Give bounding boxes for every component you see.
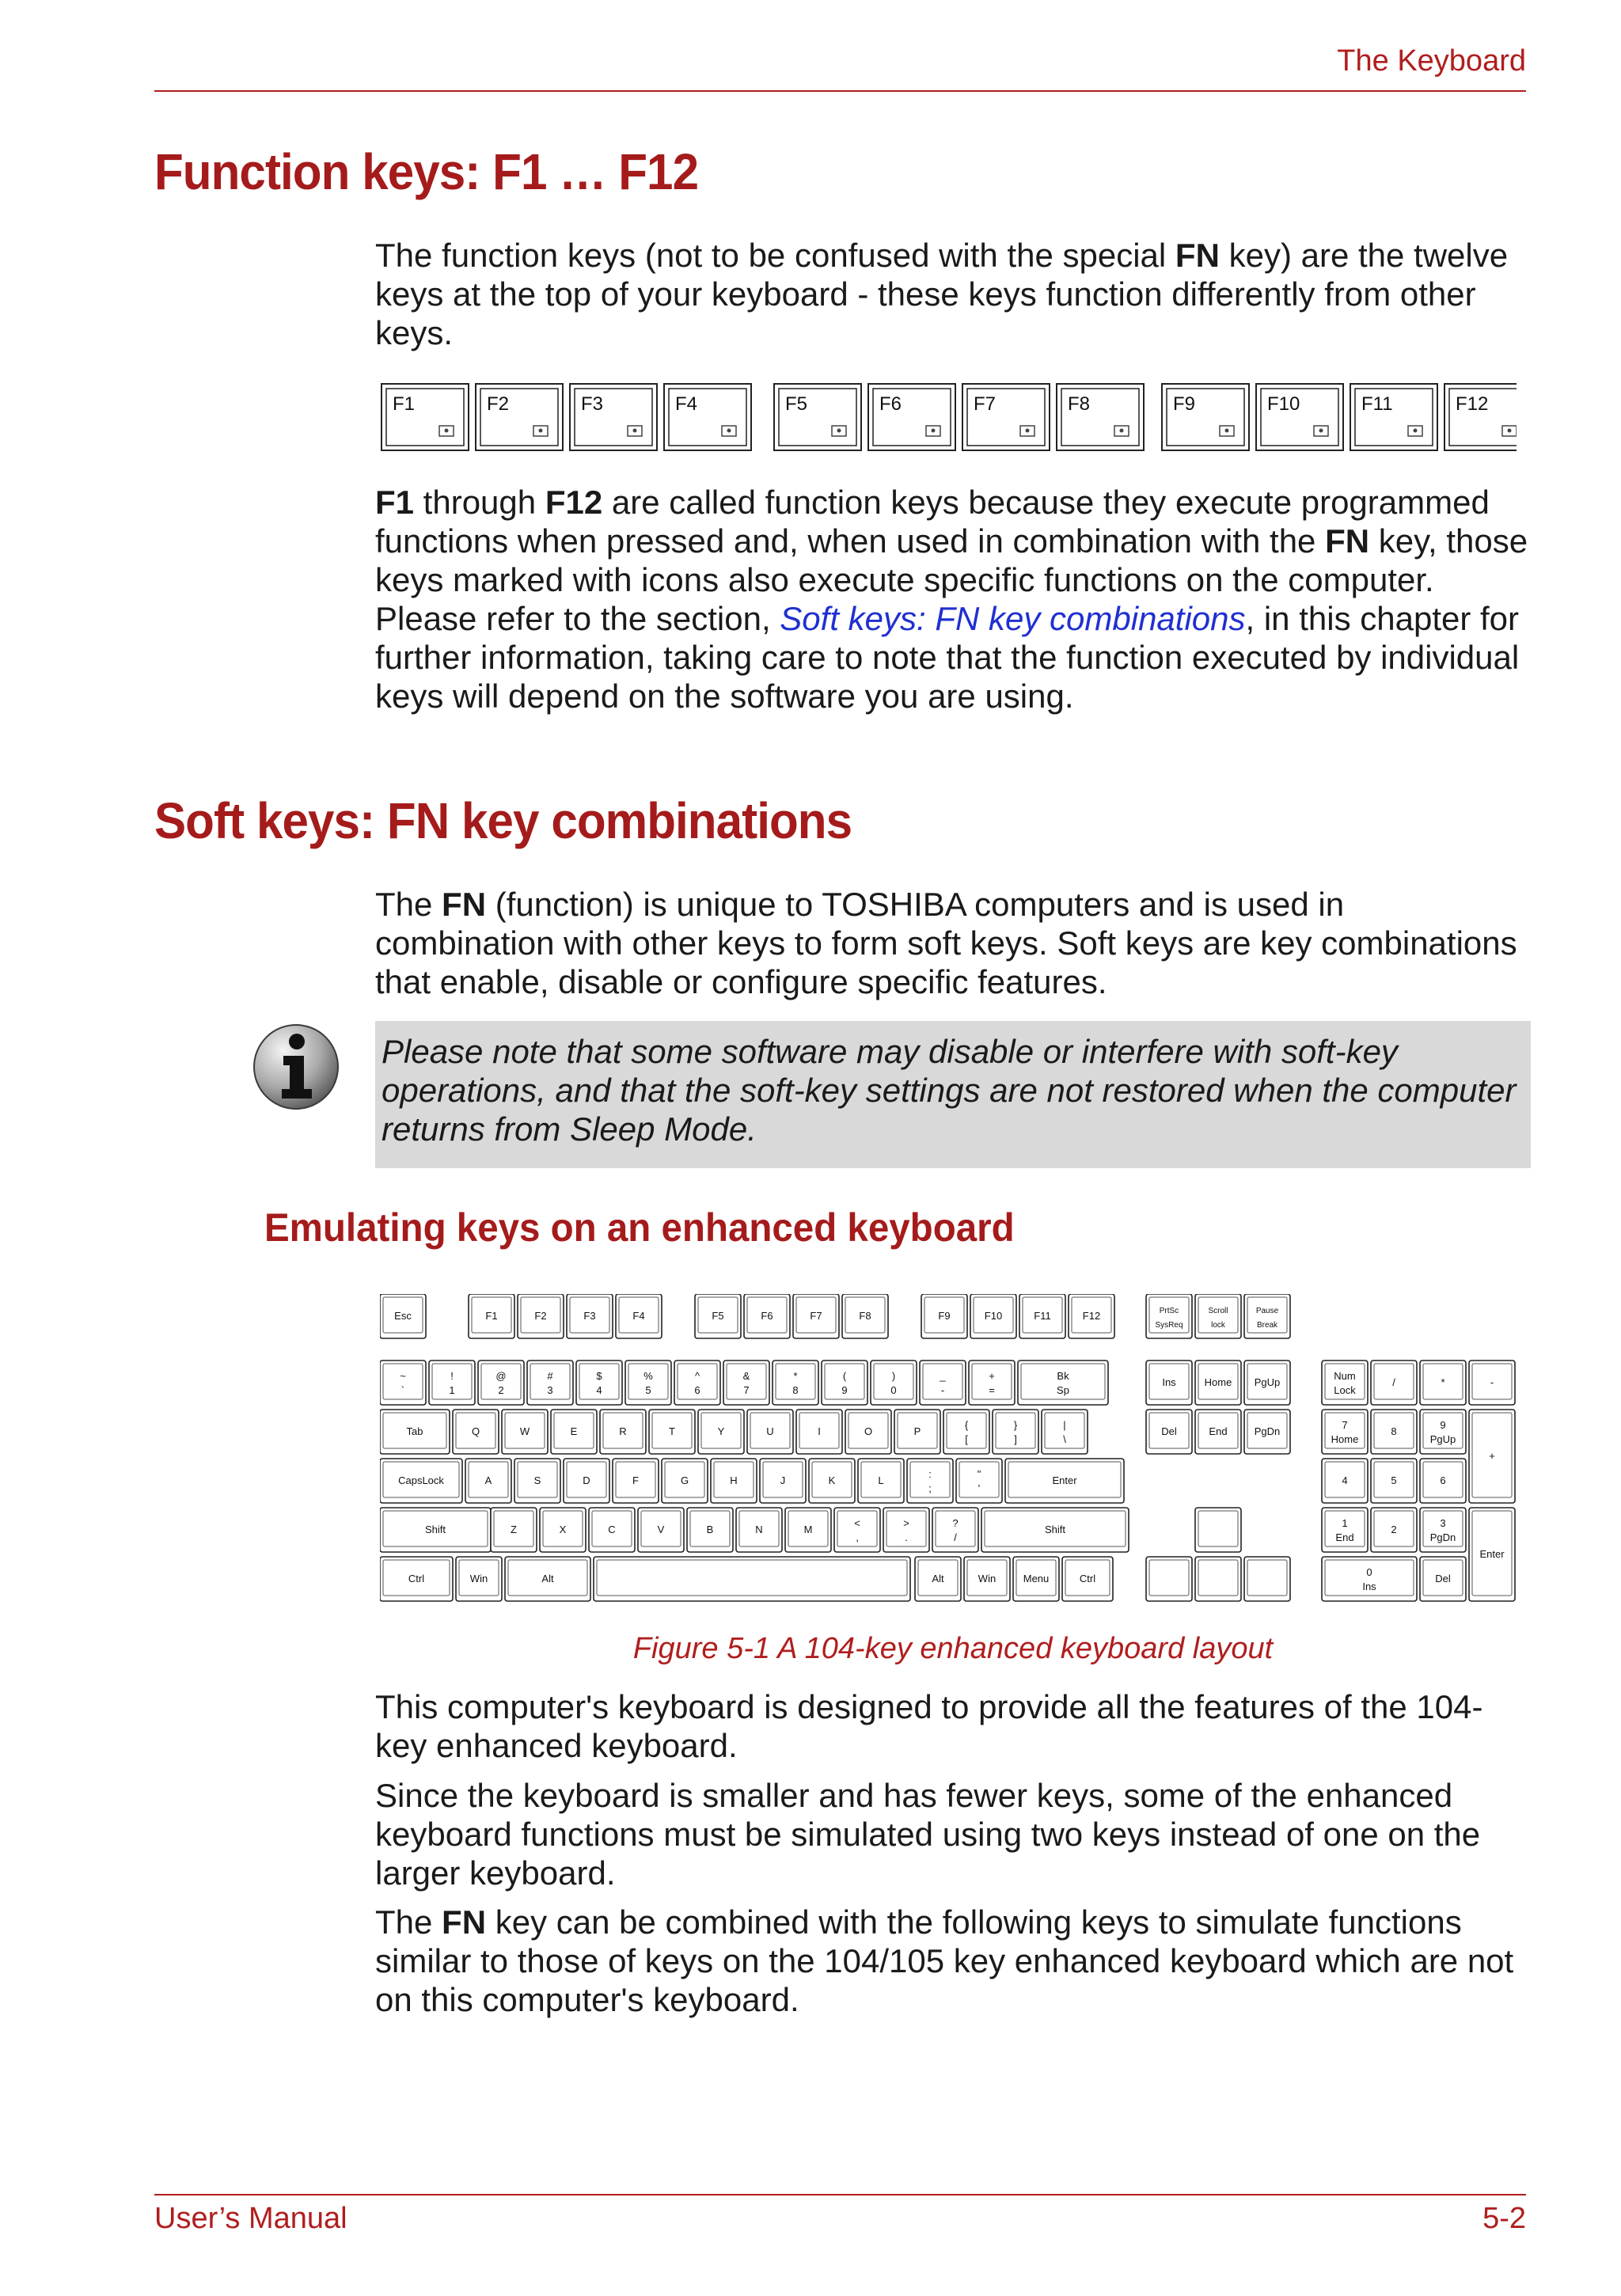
kb-key-1 (469, 1294, 514, 1338)
kb-h-4 (613, 1459, 659, 1503)
kb-h-3 (564, 1459, 609, 1503)
fkey-f4 (664, 384, 751, 450)
kb-q-5 (649, 1410, 695, 1454)
kb-np3-2 (1420, 1459, 1466, 1503)
svg-text::: : (928, 1468, 932, 1480)
kb-num-0 (380, 1361, 426, 1405)
kb-np2-1 (1371, 1410, 1417, 1454)
svg-text:PgDn: PgDn (1254, 1425, 1281, 1437)
svg-text:F: F (632, 1474, 639, 1486)
kb-h-7 (760, 1459, 806, 1503)
svg-text:%: % (643, 1370, 653, 1382)
kb-arrow-left (1146, 1557, 1192, 1601)
kb-enter (1005, 1459, 1124, 1503)
svg-text:/: / (1392, 1376, 1395, 1388)
svg-text:[: [ (965, 1433, 968, 1445)
page-number: 5-2 (1482, 2202, 1526, 2235)
kb-num-9 (822, 1361, 867, 1405)
svg-text:F11: F11 (1361, 393, 1393, 415)
svg-text:D: D (583, 1474, 590, 1486)
kb-s-6 (736, 1508, 782, 1552)
svg-text:F2: F2 (534, 1310, 547, 1322)
kb-s-4 (638, 1508, 684, 1552)
svg-text:U: U (766, 1425, 774, 1437)
svg-text:Esc: Esc (394, 1310, 412, 1322)
svg-text:F1: F1 (393, 393, 416, 415)
fkey-f3 (570, 384, 657, 450)
kb-key-8 (842, 1294, 888, 1338)
kb-backspace (1018, 1361, 1108, 1405)
svg-text:7: 7 (1342, 1419, 1348, 1431)
svg-text:J: J (780, 1474, 786, 1486)
svg-text:Shift: Shift (1044, 1524, 1066, 1535)
svg-text:F2: F2 (487, 393, 510, 415)
svg-text:Win: Win (978, 1573, 997, 1584)
svg-text:1: 1 (449, 1384, 455, 1396)
svg-text:1: 1 (1342, 1517, 1348, 1529)
kb-q-4 (600, 1410, 646, 1454)
kb-h-5 (662, 1459, 708, 1503)
fkey-f8 (1057, 384, 1144, 450)
kb-q-10 (894, 1410, 940, 1454)
svg-text:K: K (828, 1474, 836, 1486)
svg-text:Scroll: Scroll (1208, 1307, 1228, 1315)
svg-text:Del: Del (1435, 1573, 1451, 1584)
svg-text:G: G (680, 1474, 689, 1486)
section-title-soft-keys: Soft keys: FN key combinations (154, 792, 852, 849)
soft-keys-link[interactable]: Soft keys: FN key combinations (780, 600, 1246, 637)
svg-text:F1: F1 (485, 1310, 498, 1322)
svg-text:2: 2 (498, 1384, 504, 1396)
svg-text:F10: F10 (1267, 393, 1300, 415)
kb-q-6 (698, 1410, 744, 1454)
svg-text:F4: F4 (675, 393, 698, 415)
svg-text:C: C (608, 1524, 616, 1535)
kb-h-2 (514, 1459, 560, 1503)
fkey-f11 (1350, 384, 1437, 450)
kb-num-12 (969, 1361, 1015, 1405)
kb-capslock (380, 1459, 462, 1503)
emulating-p1: This computer's keyboard is designed to provide all the features of the 104-key enhanced keyboard. (375, 1688, 1483, 1764)
svg-text:\: \ (1063, 1433, 1066, 1445)
running-header: The Keyboard (1337, 44, 1526, 78)
svg-text:Del: Del (1161, 1425, 1177, 1437)
svg-text:F6: F6 (879, 393, 902, 415)
header-rule (154, 90, 1526, 92)
svg-text:]: ] (1014, 1433, 1017, 1445)
kb-b-7 (1062, 1557, 1113, 1601)
svg-text:H: H (730, 1474, 738, 1486)
kb-h-11 (956, 1459, 1002, 1503)
svg-text:P: P (913, 1425, 921, 1437)
kb-h-8 (809, 1459, 855, 1503)
svg-text:R: R (619, 1425, 627, 1437)
svg-text:Menu: Menu (1023, 1573, 1050, 1584)
function-keys-intro: The function keys (not to be confused with the special FN key) are the twelve keys at the top of your keyboard - these keys function differently from other keys. (375, 237, 1509, 351)
svg-text:PgUp: PgUp (1254, 1376, 1281, 1388)
svg-text:^: ^ (694, 1370, 700, 1382)
svg-text:): ) (891, 1370, 896, 1382)
kb-np3-0 (1322, 1459, 1368, 1503)
svg-text:Enter: Enter (1052, 1474, 1077, 1486)
emulating-p2: Since the keyboard is smaller and has fewer keys, some of the enhanced keyboard functions must be simulated using two keys instead of one on the larger keyboard. (375, 1777, 1481, 1892)
kb-num-7 (723, 1361, 769, 1405)
kb-arrow-down (1195, 1557, 1241, 1601)
svg-text:Shift: Shift (424, 1524, 446, 1535)
kb-s-9 (883, 1508, 929, 1552)
figure-caption: Figure 5-1 A 104-key enhanced keyboard layout (632, 1632, 1274, 1665)
svg-text:F12: F12 (1082, 1310, 1101, 1322)
svg-text:-: - (1490, 1376, 1494, 1388)
function-key-strip-illustration (380, 381, 1517, 453)
kb-b-6 (1013, 1557, 1059, 1601)
fkey-f7 (962, 384, 1050, 450)
kb-key-2 (518, 1294, 564, 1338)
kb-b-2 (505, 1557, 590, 1601)
svg-text:_: _ (940, 1370, 946, 1382)
svg-text:Alt: Alt (541, 1573, 554, 1584)
kb-shift-left (380, 1508, 491, 1552)
svg-text:B: B (706, 1524, 714, 1535)
kb-s-5 (687, 1508, 733, 1552)
svg-text:F5: F5 (712, 1310, 724, 1322)
svg-text:Y: Y (717, 1425, 725, 1437)
kb-np2-0 (1322, 1410, 1368, 1454)
kb-key-11 (1019, 1294, 1065, 1338)
fkey-f1 (382, 384, 469, 450)
svg-text:0: 0 (890, 1384, 897, 1396)
svg-text:-: - (940, 1384, 945, 1396)
fkey-f9 (1162, 384, 1249, 450)
svg-text:Win: Win (469, 1573, 488, 1584)
svg-text:Home: Home (1204, 1376, 1232, 1388)
svg-text:W: W (519, 1425, 530, 1437)
svg-text:": " (977, 1468, 981, 1480)
svg-text:$: $ (596, 1370, 602, 1382)
kb-s-10 (932, 1508, 978, 1552)
kb-arrow-right (1244, 1557, 1290, 1601)
kb-np3-1 (1371, 1459, 1417, 1503)
svg-text:Q: Q (471, 1425, 480, 1437)
footer-manual-label: User’s Manual (154, 2202, 347, 2235)
svg-text:3: 3 (547, 1384, 553, 1396)
kb-np-del (1420, 1557, 1466, 1601)
kb-key-12 (1069, 1294, 1114, 1338)
info-icon (252, 1023, 340, 1111)
kb-np1-2 (1420, 1361, 1466, 1405)
kb-nav-0 (1146, 1361, 1192, 1405)
kb-h-10 (907, 1459, 953, 1503)
svg-text:Pause: Pause (1255, 1307, 1279, 1315)
svg-text:8: 8 (792, 1384, 799, 1396)
svg-text:PrtSc: PrtSc (1159, 1307, 1179, 1315)
kb-nav-5 (1244, 1410, 1290, 1454)
svg-text:3: 3 (1440, 1517, 1446, 1529)
svg-text:End: End (1209, 1425, 1228, 1437)
svg-text:Enter: Enter (1479, 1548, 1505, 1560)
svg-text:PgUp: PgUp (1429, 1433, 1456, 1445)
svg-text:|: | (1063, 1419, 1066, 1431)
kb-h-6 (711, 1459, 757, 1503)
svg-text:5: 5 (645, 1384, 651, 1396)
svg-text:}: } (1013, 1419, 1018, 1431)
kb-key-6 (744, 1294, 790, 1338)
kb-num-3 (527, 1361, 573, 1405)
kb-shift-right (981, 1508, 1129, 1552)
svg-text:{: { (964, 1419, 969, 1431)
kb-np4-0 (1322, 1508, 1368, 1552)
svg-text:(: ( (842, 1370, 847, 1382)
svg-text:5: 5 (1391, 1474, 1397, 1486)
svg-text:F4: F4 (632, 1310, 645, 1322)
svg-text:9: 9 (1440, 1419, 1446, 1431)
svg-text:': ' (978, 1482, 981, 1494)
kb-tab (380, 1410, 450, 1454)
svg-text:4: 4 (596, 1384, 602, 1396)
svg-text:.: . (905, 1531, 908, 1543)
kb-h-9 (858, 1459, 904, 1503)
fkey-f12 (1444, 384, 1517, 450)
kb-key-4 (616, 1294, 662, 1338)
kb-num-6 (674, 1361, 720, 1405)
kb-key-9 (921, 1294, 967, 1338)
svg-text:F8: F8 (859, 1310, 871, 1322)
svg-text:Z: Z (511, 1524, 517, 1535)
kb-q-1 (453, 1410, 499, 1454)
svg-text:#: # (547, 1370, 553, 1382)
kb-b-1 (456, 1557, 502, 1601)
svg-text:@: @ (495, 1370, 507, 1382)
kb-key-0 (380, 1294, 426, 1338)
kb-np-enter (1469, 1508, 1515, 1601)
svg-text:!: ! (450, 1370, 454, 1382)
svg-text:S: S (533, 1474, 541, 1486)
function-keys-body: F1 through F12 are called function keys because they execute programmed functions when pressed and, when used in combination with the FN key, those keys marked with icons also execute specific functions on the computer. Please refer to the section, Soft keys: FN key combinations, in this chapter for further information, taking care to note that the function executed by individual keys will depend on the software you are using. (375, 484, 1528, 715)
kb-b-5 (964, 1557, 1010, 1601)
svg-text:F12: F12 (1456, 393, 1489, 415)
kb-s-7 (785, 1508, 831, 1552)
section-title-function-keys: Function keys: F1 … F12 (154, 143, 699, 200)
svg-text:Bk: Bk (1057, 1370, 1069, 1382)
kb-key-13 (1146, 1294, 1192, 1338)
svg-text:Lock: Lock (1334, 1384, 1356, 1396)
svg-text:*: * (1441, 1376, 1445, 1388)
kb-num-10 (871, 1361, 917, 1405)
kb-q-13 (1042, 1410, 1088, 1454)
svg-text:X: X (559, 1524, 567, 1535)
kb-key-10 (970, 1294, 1016, 1338)
svg-text:0: 0 (1366, 1566, 1372, 1578)
kb-key-3 (567, 1294, 613, 1338)
kb-num-4 (576, 1361, 622, 1405)
svg-text:Ctrl: Ctrl (408, 1573, 425, 1584)
svg-text:N: N (755, 1524, 763, 1535)
kb-b-3 (594, 1557, 910, 1601)
keyboard-104-illustration (380, 1294, 1520, 1626)
kb-num-5 (625, 1361, 671, 1405)
note-text: Please note that some software may disable or interfere with soft-key operations, and that the soft-key settings are not restored when the computer returns from Sleep Mode. (382, 1033, 1517, 1148)
svg-text:F7: F7 (810, 1310, 822, 1322)
svg-text:F10: F10 (984, 1310, 1003, 1322)
kb-s-1 (491, 1508, 537, 1552)
svg-text:O: O (864, 1425, 873, 1437)
svg-text:F9: F9 (938, 1310, 951, 1322)
svg-text:&: & (742, 1370, 750, 1382)
fkey-f2 (476, 384, 563, 450)
svg-text:F8: F8 (1068, 393, 1091, 415)
svg-text:L: L (878, 1474, 884, 1486)
svg-text:V: V (657, 1524, 665, 1535)
kb-s-8 (834, 1508, 880, 1552)
svg-text:F5: F5 (785, 393, 808, 415)
svg-text:F11: F11 (1034, 1310, 1051, 1322)
svg-text:E: E (570, 1425, 578, 1437)
svg-text:Tab: Tab (406, 1425, 423, 1437)
kb-q-12 (993, 1410, 1038, 1454)
svg-text:7: 7 (743, 1384, 750, 1396)
kb-np-plus (1469, 1410, 1515, 1503)
kb-key-15 (1244, 1294, 1290, 1338)
kb-key-7 (793, 1294, 839, 1338)
svg-text:6: 6 (694, 1384, 700, 1396)
kb-q-7 (747, 1410, 793, 1454)
svg-text:Home: Home (1331, 1433, 1359, 1445)
kb-h-1 (465, 1459, 511, 1503)
kb-num-8 (773, 1361, 818, 1405)
svg-text:~: ~ (400, 1370, 406, 1382)
kb-num-2 (478, 1361, 524, 1405)
kb-q-3 (551, 1410, 597, 1454)
svg-text:9: 9 (841, 1384, 848, 1396)
kb-np1-0 (1322, 1361, 1368, 1405)
emulating-p3: The FN key can be combined with the following keys to simulate functions similar to those of keys on the 104/105 key enhanced keyboard which are not on this computer's keyboard. (375, 1903, 1514, 2018)
svg-text:+: + (989, 1370, 995, 1382)
section-title-emulating: Emulating keys on an enhanced keyboard (264, 1205, 1015, 1250)
svg-text:4: 4 (1342, 1474, 1348, 1486)
svg-text:+: + (1489, 1450, 1495, 1462)
svg-text:<: < (854, 1517, 860, 1529)
kb-s-3 (589, 1508, 635, 1552)
kb-b-0 (380, 1557, 453, 1601)
kb-q-2 (502, 1410, 548, 1454)
kb-arrow-up (1195, 1508, 1241, 1552)
svg-text:=: = (989, 1384, 995, 1396)
svg-text:8: 8 (1391, 1425, 1397, 1437)
svg-text:F3: F3 (583, 1310, 596, 1322)
svg-text:/: / (954, 1531, 957, 1543)
kb-s-2 (540, 1508, 586, 1552)
svg-text:Num: Num (1334, 1370, 1356, 1382)
kb-q-11 (943, 1410, 989, 1454)
kb-np-0 (1322, 1557, 1417, 1601)
svg-text:M: M (803, 1524, 813, 1535)
svg-text:Ins: Ins (1362, 1581, 1376, 1592)
svg-text:SysReq: SysReq (1155, 1321, 1183, 1330)
kb-np4-1 (1371, 1508, 1417, 1552)
kb-np1-3 (1469, 1361, 1515, 1405)
svg-text:lock: lock (1211, 1321, 1225, 1330)
svg-text:`: ` (401, 1384, 405, 1396)
kb-nav-1 (1195, 1361, 1241, 1405)
kb-nav-2 (1244, 1361, 1290, 1405)
svg-text:Ins: Ins (1162, 1376, 1176, 1388)
svg-text:2: 2 (1391, 1524, 1397, 1535)
soft-keys-intro: The FN (function) is unique to TOSHIBA computers and is used in combination with other keys to form soft keys. Soft keys are key combinations that enable, disable or configure specific features. (375, 886, 1517, 1000)
kb-q-9 (845, 1410, 891, 1454)
svg-text:CapsLock: CapsLock (398, 1474, 444, 1486)
kb-nav-4 (1195, 1410, 1241, 1454)
svg-text:A: A (484, 1474, 492, 1486)
kb-b-4 (915, 1557, 961, 1601)
svg-text:6: 6 (1440, 1474, 1446, 1486)
svg-text:;: ; (928, 1482, 932, 1494)
kb-np4-2 (1420, 1508, 1466, 1552)
kb-np2-2 (1420, 1410, 1466, 1454)
kb-key-14 (1195, 1294, 1241, 1338)
svg-text:?: ? (952, 1517, 959, 1529)
svg-text:End: End (1335, 1531, 1354, 1543)
svg-text:F3: F3 (581, 393, 604, 415)
note-box (375, 1021, 1531, 1168)
svg-text:Alt: Alt (932, 1573, 944, 1584)
fkey-f10 (1256, 384, 1343, 450)
kb-q-8 (796, 1410, 842, 1454)
kb-num-1 (429, 1361, 475, 1405)
svg-text:,: , (856, 1531, 859, 1543)
svg-text:>: > (903, 1517, 909, 1529)
footer-rule (154, 2194, 1526, 2195)
svg-text:Ctrl: Ctrl (1079, 1573, 1096, 1584)
kb-num-11 (920, 1361, 966, 1405)
svg-text:Sp: Sp (1057, 1384, 1069, 1396)
fkey-f6 (868, 384, 955, 450)
kb-nav-3 (1146, 1410, 1192, 1454)
svg-text:F9: F9 (1173, 393, 1196, 415)
fkey-f5 (774, 384, 861, 450)
svg-text:F6: F6 (761, 1310, 773, 1322)
svg-text:I: I (818, 1425, 821, 1437)
svg-text:F7: F7 (974, 393, 997, 415)
svg-text:Break: Break (1256, 1321, 1278, 1330)
svg-text:PgDn: PgDn (1429, 1531, 1456, 1543)
svg-text:*: * (793, 1370, 798, 1382)
svg-text:T: T (669, 1425, 675, 1437)
kb-np1-1 (1371, 1361, 1417, 1405)
kb-key-5 (695, 1294, 741, 1338)
